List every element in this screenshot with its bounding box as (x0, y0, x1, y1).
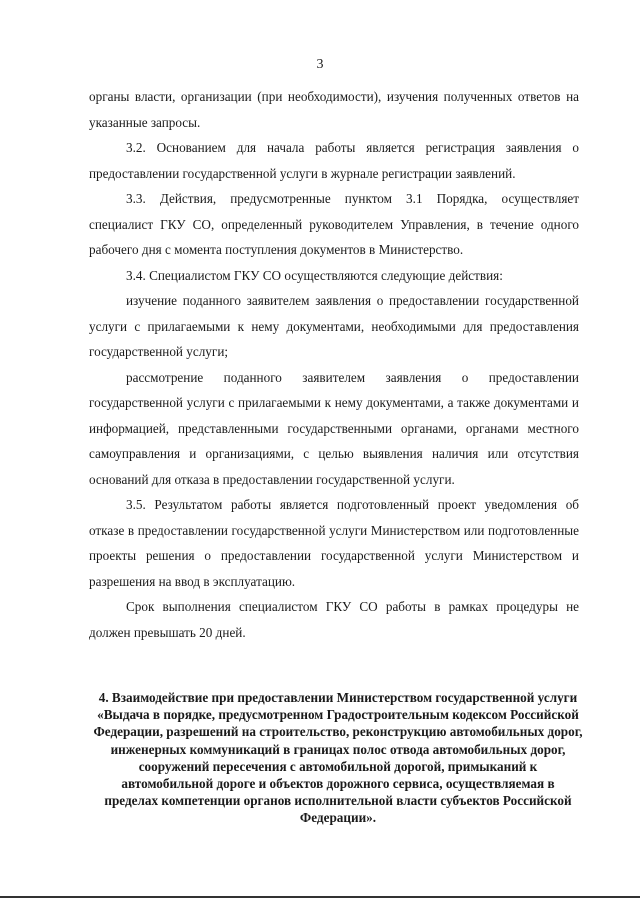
paragraph-3-4: 3.4. Специалистом ГКУ СО осуществляются следующие действия: (126, 267, 503, 283)
section-heading (93, 689, 583, 827)
paragraph-continuation: органы власти, организации (при необходимости), изучения полученных ответов на указанные запросы. (89, 89, 579, 130)
paragraph-3-5: 3.5. Результатом работы является подготовленный проект уведомления об отказе в предоставлении государственной услуги Министерством или подготовленные проекты решения о предоставлении государственной услуги Министерством и разрешения на ввод в эксплуатацию. (89, 497, 579, 589)
paragraph-3-2: 3.2. Основанием для начала работы является регистрация заявления о предоставлении государственной услуги в журнале регистрации заявлений. (89, 140, 579, 181)
page-number: 3 (316, 57, 324, 72)
scan-edge-divider (0, 896, 640, 898)
paragraph-action-study: изучение поданного заявителем заявления о предоставлении государственной услуги с прилагаемыми к нему документами, необходимыми для предоставления государственной услуги; (89, 293, 579, 359)
body-text (89, 84, 579, 645)
paragraph-action-review: рассмотрение поданного заявителем заявления о предоставлении государственной услуги с прилагаемыми к нему документами, а также документами и информацией, представленными государственными органами, органами местного самоуправления и организациями, с целью выявления наличия или отсутствия оснований для отказа в предоставлении государственной услуги. (89, 369, 579, 487)
paragraph-3-3: 3.3. Действия, предусмотренные пунктом 3.1 Порядка, осуществляет специалист ГКУ СО, определенный руководителем Управления, в течение одного рабочего дня с момента поступления документов в Министерство. (89, 191, 579, 257)
section-4-title: 4. Взаимодействие при предоставлении Министерством государственной услуги «Выдача в порядке, предусмотренном Градостроительным кодексом Российской Федерации, разрешений на строительство, реконструкцию автомобильных дорог, инженерных коммуникаций в границах полос отвода автомобильных дорог, сооружений пересечения с автомобильной дорогой, примыканий к автомобильной дороге и объектов дорожного сервиса, осуществляемая в пределах компетенции органов исполнительной власти субъектов Российской Федерации». (93, 690, 583, 826)
paragraph-deadline: Срок выполнения специалистом ГКУ СО работы в рамках процедуры не должен превышать 20 дней. (89, 599, 579, 640)
